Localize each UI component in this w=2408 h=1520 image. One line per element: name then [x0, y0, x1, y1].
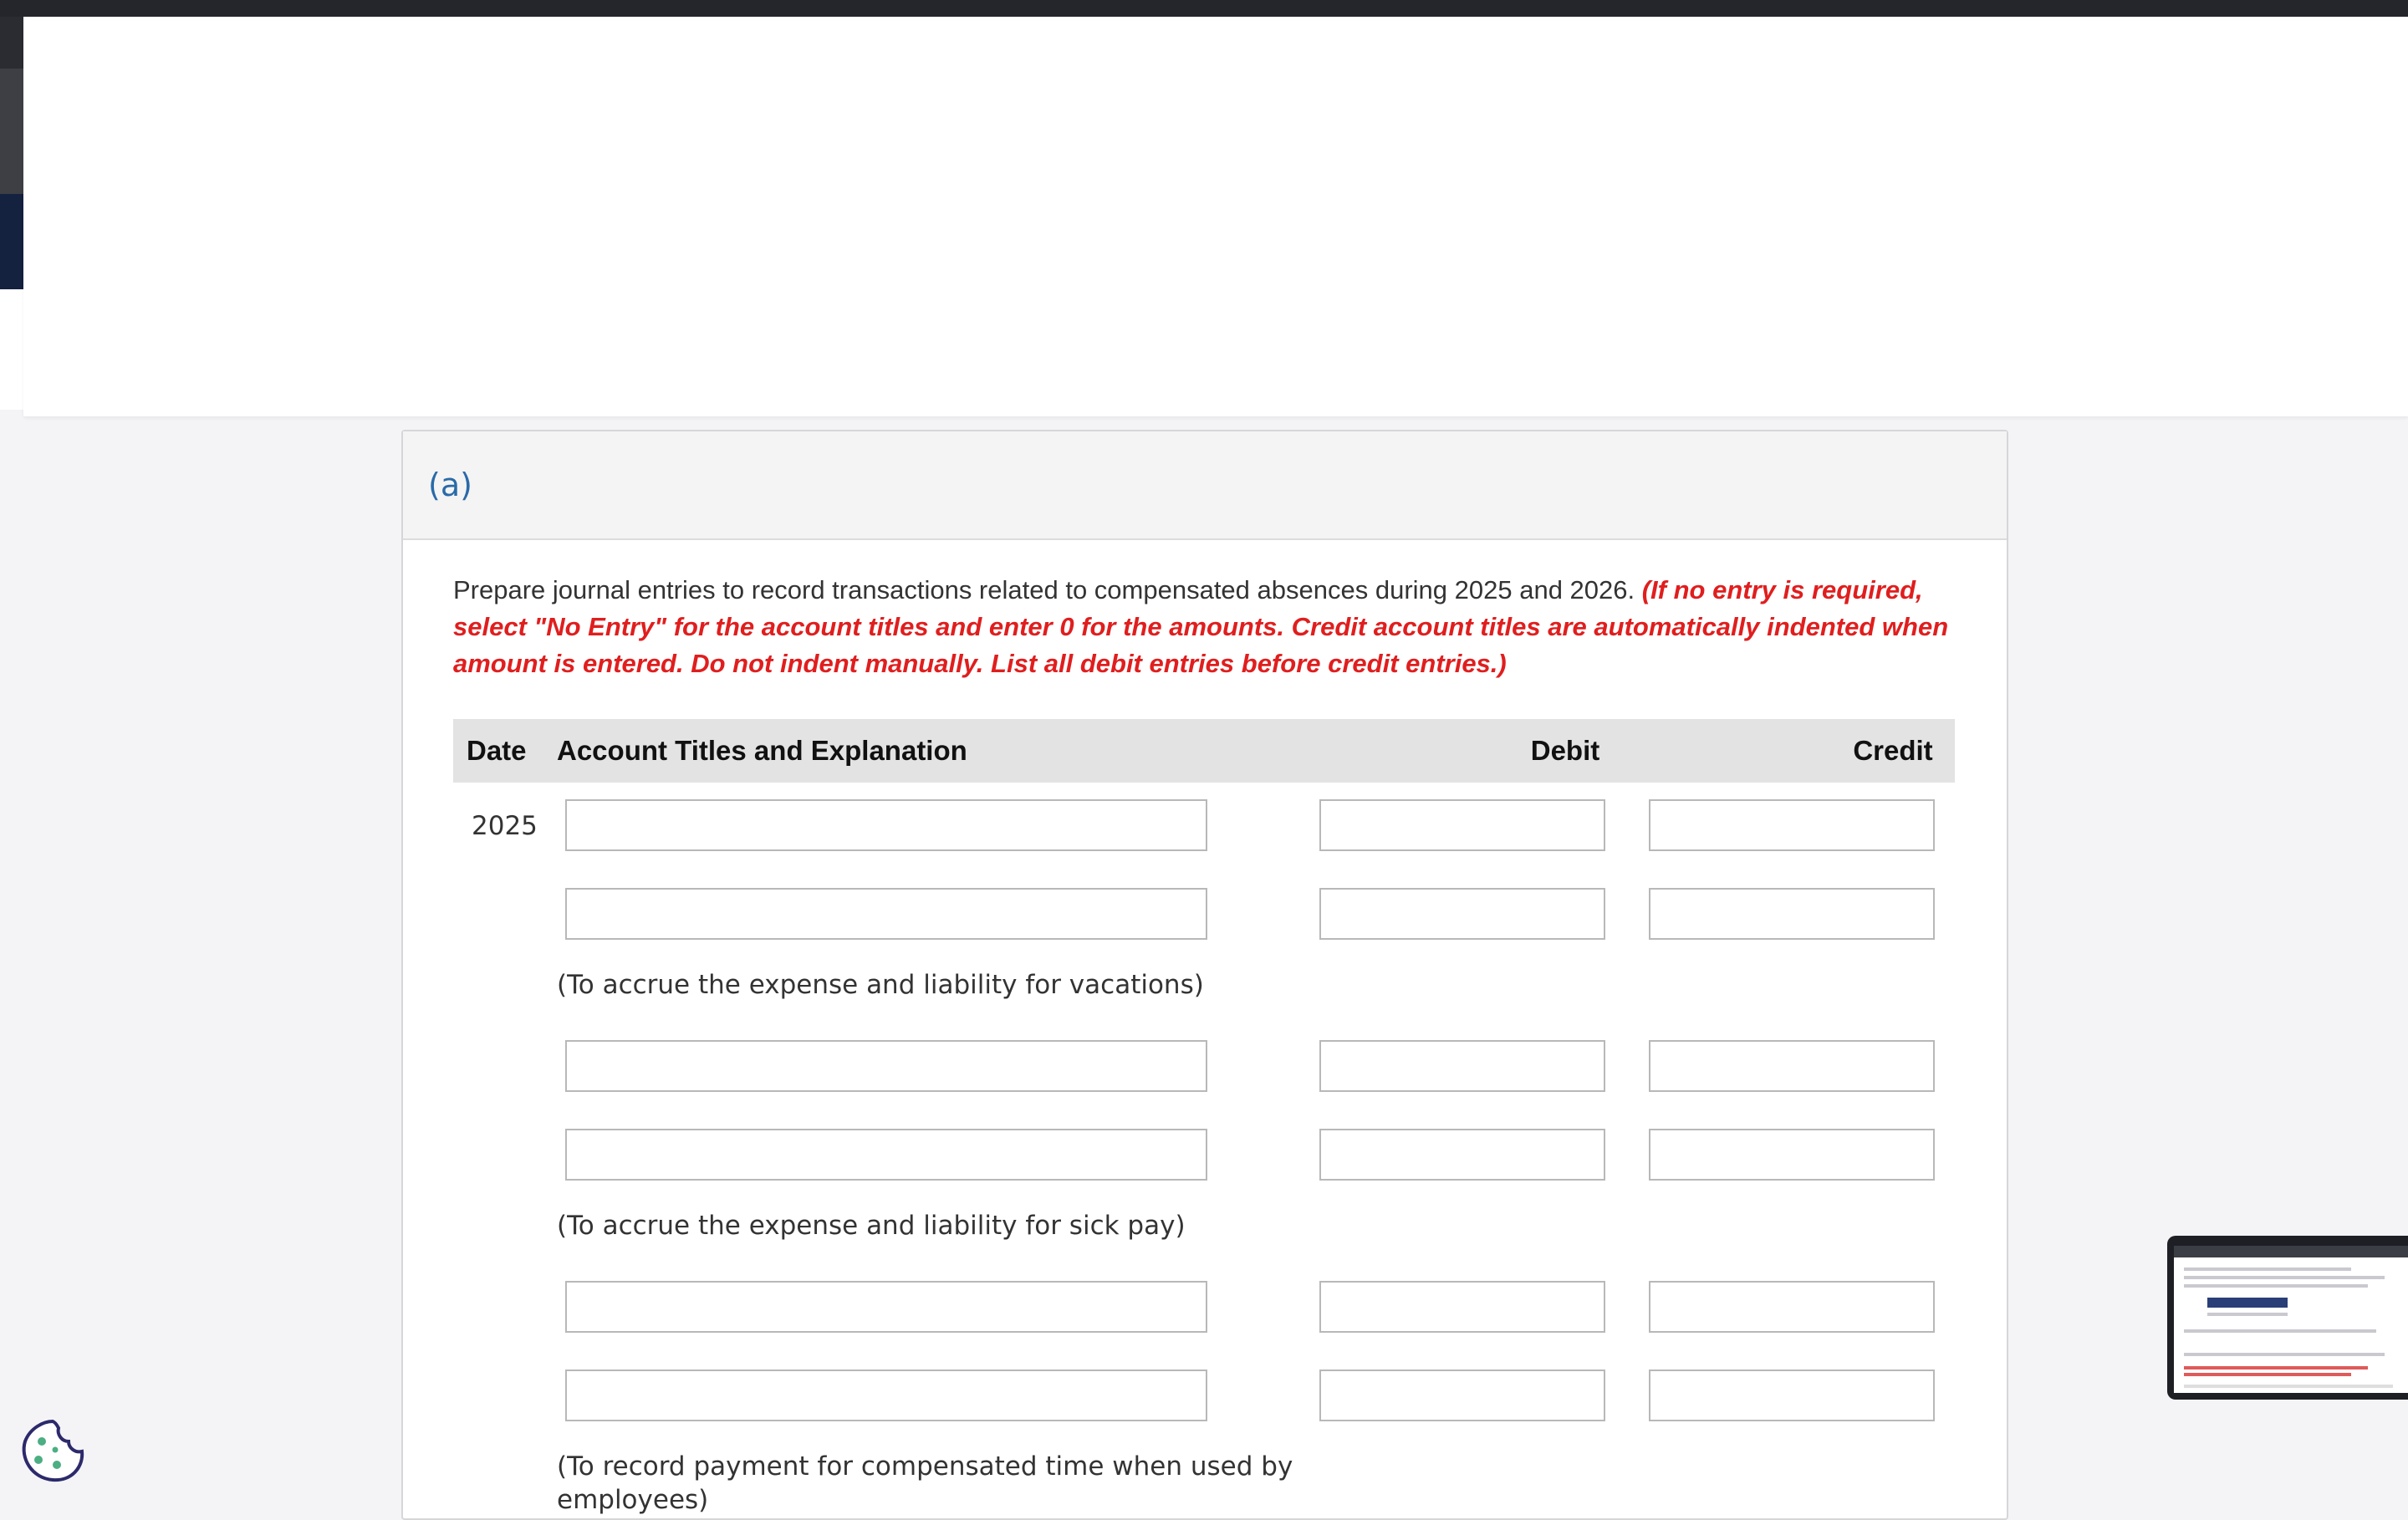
debit-amount-input[interactable]	[1319, 1040, 1605, 1092]
thumbnail-line	[2184, 1329, 2376, 1333]
account-title-input[interactable]	[565, 1281, 1207, 1333]
journal-row	[453, 1264, 1955, 1353]
account-title-input[interactable]	[565, 1129, 1207, 1181]
thumbnail-line	[2184, 1276, 2385, 1279]
account-title-input[interactable]	[565, 888, 1207, 940]
blank-overlay-panel	[23, 17, 2408, 416]
part-label: (a)	[428, 467, 472, 503]
journal-row	[453, 783, 1955, 871]
header-debit: Debit	[1530, 735, 1600, 766]
credit-amount-input[interactable]	[1649, 1129, 1935, 1181]
journal-row	[453, 871, 1955, 960]
browser-top-strip	[0, 0, 2408, 17]
account-title-input[interactable]	[565, 1040, 1207, 1092]
credit-amount-input[interactable]	[1649, 799, 1935, 851]
credit-amount-input[interactable]	[1649, 1281, 1935, 1333]
debit-amount-input[interactable]	[1319, 1129, 1605, 1181]
thumbnail-line	[2184, 1268, 2351, 1271]
left-edge-white	[0, 289, 23, 410]
thumbnail-line	[2184, 1284, 2368, 1288]
credit-amount-input[interactable]	[1649, 1370, 1935, 1421]
thumbnail-table-header	[2207, 1298, 2288, 1308]
date-cell: 2025	[472, 811, 538, 841]
thumbnail-line	[2207, 1313, 2288, 1316]
debit-amount-input[interactable]	[1319, 799, 1605, 851]
debit-amount-input[interactable]	[1319, 888, 1605, 940]
table-header-row	[453, 719, 1955, 783]
journal-row	[453, 1353, 1955, 1441]
question-card	[401, 430, 2008, 1520]
thumbnail-screen	[2174, 1246, 2408, 1393]
entry-explanation: (To record payment for compensated time when used by employees)	[557, 1451, 1293, 1515]
thumbnail-red-line	[2184, 1366, 2368, 1370]
thumbnail-browser-bar	[2174, 1246, 2408, 1257]
thumbnail-line	[2184, 1353, 2385, 1356]
question-body	[403, 540, 2007, 1517]
header-date: Date	[467, 735, 527, 766]
left-edge-gray	[0, 69, 23, 194]
instructions-note: (If no entry is required, select "No Entry" for the account titles and enter 0 for the amounts. Credit account titles are automatically indented when amount is entered. Do not indent manually. List all debit entries before credit entries.)	[453, 575, 1949, 678]
cookie-settings-button[interactable]	[18, 1416, 87, 1485]
header-account-titles: Account Titles and Explanation	[557, 735, 967, 766]
question-part-header	[403, 431, 2007, 540]
journal-entry-table	[453, 719, 1955, 1517]
account-title-input[interactable]	[565, 799, 1207, 851]
entry-explanation: (To accrue the expense and liability for vacations)	[557, 970, 1204, 1000]
credit-amount-input[interactable]	[1649, 888, 1935, 940]
screenshot-thumbnail[interactable]	[2167, 1236, 2408, 1400]
cookie-icon	[18, 1416, 87, 1485]
account-title-input[interactable]	[565, 1370, 1207, 1421]
journal-row	[453, 1023, 1955, 1112]
left-edge-dark	[0, 17, 23, 69]
header-credit: Credit	[1853, 735, 1933, 766]
thumbnail-line	[2184, 1385, 2393, 1388]
debit-amount-input[interactable]	[1319, 1370, 1605, 1421]
debit-amount-input[interactable]	[1319, 1281, 1605, 1333]
journal-row	[453, 1112, 1955, 1201]
thumbnail-red-line	[2184, 1373, 2351, 1376]
left-edge-navy	[0, 194, 23, 289]
credit-amount-input[interactable]	[1649, 1040, 1935, 1092]
entry-explanation: (To accrue the expense and liability for sick pay)	[557, 1211, 1186, 1241]
instructions-main: Prepare journal entries to record transactions related to compensated absences during 2025 and 2026.	[453, 575, 1642, 604]
instructions-text	[453, 572, 1958, 682]
